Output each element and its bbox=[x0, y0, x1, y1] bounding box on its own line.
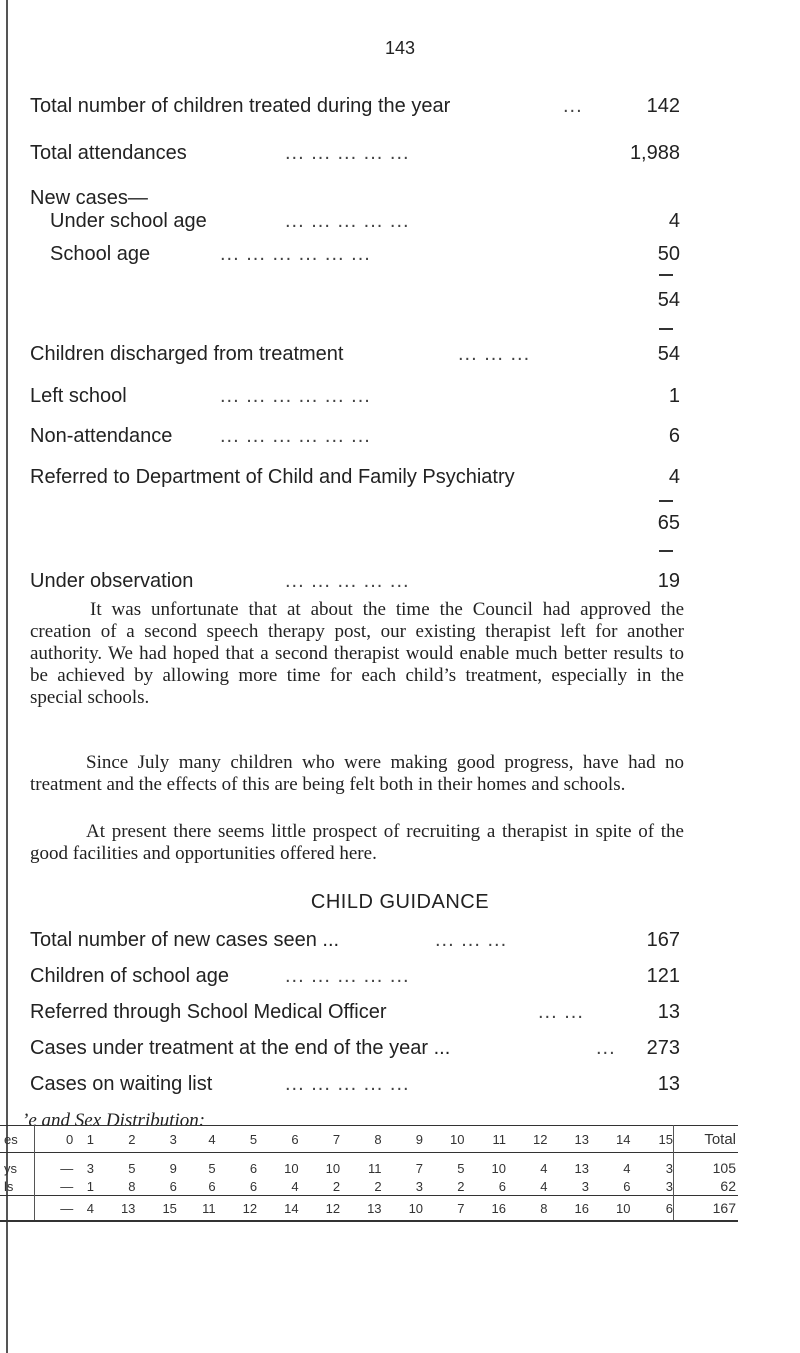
rule-dash bbox=[659, 328, 673, 330]
cell: 6 bbox=[169, 1178, 177, 1194]
cell: — bbox=[60, 1200, 74, 1216]
total-header: Total bbox=[674, 1126, 739, 1153]
leader-dots: ... ... ... ... ... ... bbox=[220, 243, 371, 265]
table-caption: ’e and Sex Distribution: bbox=[22, 1110, 206, 1131]
new-cases-total bbox=[30, 289, 680, 317]
age-header: 9 bbox=[415, 1131, 424, 1147]
row-total: 62 bbox=[674, 1177, 739, 1196]
cell: 3 bbox=[415, 1178, 424, 1194]
stat-label: Children of school age bbox=[30, 965, 230, 987]
stat-label: Children discharged from treatment bbox=[30, 343, 344, 365]
rule-dash bbox=[659, 550, 673, 552]
stat-value: 50 bbox=[657, 243, 680, 265]
leader-dots: ... ... ... ... ... ... bbox=[220, 385, 371, 407]
cg-referred-smo bbox=[30, 1001, 680, 1029]
paragraph: At present there seems little prospect of recruiting a therapist in spite of the good facilities and opportunities offered here. bbox=[30, 821, 684, 864]
stat-value: 54 bbox=[657, 289, 680, 311]
cell: 14 bbox=[284, 1200, 299, 1216]
cell: 2 bbox=[374, 1178, 382, 1194]
leader-dots: ... ... bbox=[538, 1001, 584, 1023]
stat-label: Left school bbox=[30, 385, 127, 407]
stat-label: Total attendances bbox=[30, 142, 187, 164]
stat-value: 13 bbox=[657, 1073, 680, 1095]
age-header: 13 bbox=[574, 1131, 589, 1147]
cell: 5 bbox=[208, 1160, 216, 1176]
cell: 16 bbox=[574, 1200, 589, 1216]
cell: 10 bbox=[491, 1160, 506, 1176]
stat-discharged bbox=[30, 343, 680, 371]
age-header: 10 bbox=[450, 1131, 465, 1147]
cell: 5 bbox=[128, 1160, 136, 1176]
cell: 3 bbox=[665, 1160, 673, 1176]
cell: — bbox=[60, 1160, 74, 1176]
stat-value: 13 bbox=[657, 1001, 680, 1023]
table-row-boys bbox=[0, 1153, 738, 1178]
cell: 7 bbox=[457, 1200, 465, 1216]
page-number: 143 bbox=[384, 38, 416, 58]
stat-value: 65 bbox=[657, 512, 680, 534]
stat-referred-psychiatry bbox=[30, 466, 680, 494]
table-row-girls bbox=[0, 1177, 738, 1196]
leader-dots: ... bbox=[563, 95, 583, 117]
row-total: 105 bbox=[674, 1153, 739, 1178]
rule-dash bbox=[659, 274, 673, 276]
stat-label: Under school age bbox=[50, 210, 207, 232]
cell: 2 bbox=[332, 1178, 341, 1194]
leader-dots: ... ... ... bbox=[435, 929, 508, 951]
age-header: 12 bbox=[533, 1131, 548, 1147]
stat-value: 4 bbox=[668, 466, 680, 488]
stat-under-school-age bbox=[30, 210, 680, 238]
cell: 6 bbox=[498, 1178, 506, 1194]
cg-school-age bbox=[30, 965, 680, 993]
stat-label: Cases under treatment at the end of the year ... bbox=[30, 1037, 451, 1059]
cell: 13 bbox=[120, 1200, 136, 1216]
stat-label: Total number of children treated during the year bbox=[30, 95, 451, 117]
cell: 9 bbox=[169, 1160, 177, 1176]
cell: 3 bbox=[665, 1178, 673, 1194]
age-header: 6 bbox=[291, 1131, 299, 1147]
leader-dots: ... bbox=[596, 1037, 616, 1059]
cell: 6 bbox=[249, 1160, 258, 1176]
stat-label: Referred through School Medical Officer bbox=[30, 1001, 387, 1023]
age-header: 3 bbox=[169, 1131, 177, 1147]
cell: 13 bbox=[367, 1200, 382, 1216]
stat-value: 19 bbox=[657, 570, 680, 592]
cell: 2 bbox=[457, 1178, 465, 1194]
stat-label: Non-attendance bbox=[30, 425, 173, 447]
cell: 4 bbox=[540, 1178, 548, 1194]
age-header: 7 bbox=[332, 1131, 341, 1147]
cell: 4 bbox=[540, 1160, 548, 1176]
cell: 11 bbox=[202, 1200, 216, 1216]
cell: 6 bbox=[208, 1178, 216, 1194]
cell: 10 bbox=[615, 1200, 631, 1216]
age-header: 0 bbox=[65, 1131, 74, 1147]
stat-label: Referred to Department of Child and Family Psychiatry bbox=[30, 466, 515, 488]
cg-under-treatment bbox=[30, 1037, 680, 1065]
cell: 10 bbox=[284, 1160, 299, 1176]
stat-value: 6 bbox=[668, 425, 680, 447]
leader-dots: ... ... ... ... ... bbox=[285, 142, 410, 164]
stat-label: Cases on waiting list bbox=[30, 1073, 213, 1095]
stat-total-treated bbox=[30, 95, 680, 123]
age-header: 14 bbox=[615, 1131, 631, 1147]
cell: 15 bbox=[162, 1200, 177, 1216]
paragraph: Since July many children who were making good progress, have had no treatment and the effects of this are being felt both in their homes and schools. bbox=[30, 752, 684, 795]
stat-value: 142 bbox=[646, 95, 680, 117]
stat-label: Under observation bbox=[30, 570, 194, 592]
cell: 3 bbox=[86, 1160, 94, 1176]
row-label: es bbox=[0, 1126, 35, 1153]
cell: 1 bbox=[86, 1178, 94, 1194]
cell: 5 bbox=[457, 1160, 465, 1176]
cell: 11 bbox=[368, 1160, 382, 1176]
cg-waiting-list bbox=[30, 1073, 680, 1101]
paragraph: It was unfortunate that at about the time the Council had approved the creation of a second speech therapy post, our existing therapist left for another authority. We had hoped that a second therapist would enable much better results to be achieved by allowing more time for each child’s treatment, especially in the special schools. bbox=[30, 599, 684, 708]
leader-dots: ... ... ... ... ... bbox=[285, 965, 410, 987]
cell: 6 bbox=[665, 1200, 673, 1216]
cell: 7 bbox=[415, 1160, 424, 1176]
table-row-totals bbox=[0, 1196, 738, 1222]
cell: 6 bbox=[249, 1178, 258, 1194]
stat-school-age bbox=[30, 243, 680, 271]
leader-dots: ... ... ... ... ... ... bbox=[220, 425, 371, 447]
age-header: 11 bbox=[492, 1131, 506, 1147]
cell: 4 bbox=[623, 1160, 631, 1176]
stat-value: 121 bbox=[646, 965, 680, 987]
stat-value: 273 bbox=[646, 1037, 680, 1059]
stat-label: School age bbox=[50, 243, 151, 265]
stat-label: Total number of new cases seen ... bbox=[30, 929, 340, 951]
cell: — bbox=[60, 1178, 74, 1194]
leader-dots: ... ... ... bbox=[458, 343, 531, 365]
stat-label: New cases— bbox=[30, 187, 148, 209]
age-header: 4 bbox=[208, 1131, 216, 1147]
leader-dots: ... ... ... ... ... bbox=[285, 570, 410, 592]
leader-dots: ... ... ... ... ... bbox=[285, 1073, 410, 1095]
age-header: 8 bbox=[374, 1131, 382, 1147]
cell: 10 bbox=[408, 1200, 424, 1216]
row-label bbox=[0, 1196, 35, 1222]
age-sex-distribution-table bbox=[0, 1125, 738, 1222]
stat-value: 54 bbox=[657, 343, 680, 365]
row-label: ls bbox=[0, 1177, 35, 1196]
stat-value: 167 bbox=[646, 929, 680, 951]
stat-value: 4 bbox=[668, 210, 680, 232]
stat-under-observation bbox=[30, 570, 680, 598]
cell: 12 bbox=[242, 1200, 258, 1216]
cell: 3 bbox=[581, 1178, 589, 1194]
cell: 16 bbox=[491, 1200, 506, 1216]
stat-left-school bbox=[30, 385, 680, 413]
cell: 6 bbox=[623, 1178, 631, 1194]
leader-dots: ... ... ... ... ... bbox=[285, 210, 410, 232]
stat-value: 1 bbox=[668, 385, 680, 407]
cg-new-cases bbox=[30, 929, 680, 957]
age-header: 5 bbox=[249, 1131, 258, 1147]
cell: 10 bbox=[325, 1160, 341, 1176]
age-header: 1 bbox=[86, 1131, 94, 1147]
age-header: 15 bbox=[658, 1131, 673, 1147]
cell: 13 bbox=[574, 1160, 589, 1176]
rule-dash bbox=[659, 500, 673, 502]
stat-total-attendances bbox=[30, 142, 680, 170]
cell: 4 bbox=[86, 1200, 94, 1216]
cell: 12 bbox=[325, 1200, 341, 1216]
table-header-row bbox=[0, 1126, 738, 1153]
stat-value: 1,988 bbox=[629, 142, 680, 164]
stat-non-attendance bbox=[30, 425, 680, 453]
cell: 4 bbox=[291, 1178, 299, 1194]
grand-total: 167 bbox=[674, 1196, 739, 1222]
section-heading: CHILD GUIDANCE bbox=[310, 891, 490, 913]
discharged-total bbox=[30, 512, 680, 540]
age-header: 2 bbox=[128, 1131, 136, 1147]
cell: 8 bbox=[128, 1178, 136, 1194]
row-label: ys bbox=[0, 1153, 35, 1178]
cell: 8 bbox=[540, 1200, 548, 1216]
